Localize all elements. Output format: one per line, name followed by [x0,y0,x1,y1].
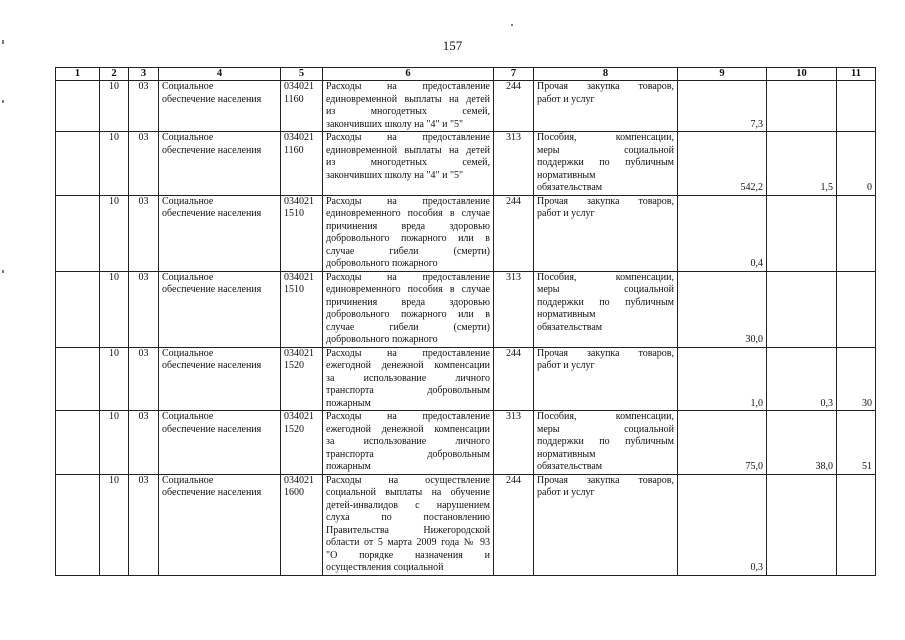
cell-col-8 [534,81,678,132]
cell-line: 034021 [284,474,314,486]
scan-mark [2,100,4,103]
cell-col-9: 30,0 [678,271,767,347]
cell-line: единовременного пособия в случае [326,208,490,219]
cell-line: поддержки по публичным [537,436,674,447]
cell-line: обеспечение населения [162,93,262,105]
cell-col-1 [56,474,100,575]
cell-line: причинения вреда здоровью [326,220,490,232]
cell-line: Социальное [162,347,214,359]
scan-mark [2,270,4,273]
cell-line: случае гибели (смерти) [326,245,490,257]
cell-line: 034021 [284,411,314,422]
cell-col-1 [56,271,100,347]
cell-col-1 [56,347,100,411]
cell-col-5 [281,474,323,575]
cell-line: работ и услуг [537,93,595,105]
cell-col-5 [281,195,323,271]
cell-line: из многодетных семей, [326,157,490,168]
cell-line: нормативным [537,169,596,181]
cell-line: 1510 [284,284,304,295]
scan-mark [511,24,513,26]
cell-col-3: 03 [129,81,159,132]
cell-col-4 [159,271,281,347]
cell-line: 034021 [284,347,314,359]
cell-col-11 [837,81,876,132]
cell-line: обязательствам [537,321,603,333]
cell-line: Социальное [162,132,214,143]
cell-col-4 [159,195,281,271]
cell-line: Расходы на предоставление [326,132,490,143]
cell-line: нормативным [537,309,596,320]
cell-col-8 [534,195,678,271]
cell-line: 1160 [284,144,304,156]
cell-col-5 [281,411,323,475]
cell-line: меры социальной [537,423,674,435]
cell-line: Социальное [162,195,214,207]
cell-col-2: 10 [100,271,129,347]
cell-line: закончивших школу на "4" и "5" [326,169,464,181]
column-header: 11 [837,68,876,81]
cell-line: работ и услуг [537,487,595,498]
cell-line: пожарным [326,397,371,409]
table-body [56,81,876,576]
cell-col-2: 10 [100,81,129,132]
cell-col-4 [159,474,281,575]
cell-line: поддержки по публичным [537,296,674,308]
cell-col-9: 75,0 [678,411,767,475]
cell-line: 1520 [284,423,304,435]
cell-line: пожарным [326,461,371,472]
cell-line: Расходы на предоставление [326,195,490,207]
cell-col-3: 03 [129,195,159,271]
cell-col-3: 03 [129,347,159,411]
cell-line: меры социальной [537,144,674,156]
cell-line: Правительства Нижегородской [326,524,490,536]
cell-line: Расходы на предоставление [326,347,490,359]
cell-line: транспорта добровольным [326,448,490,460]
cell-col-11 [837,195,876,271]
cell-line: единовременной выплаты на детей [326,93,490,105]
table-row [56,347,876,411]
column-header: 1 [56,68,100,81]
cell-col-10 [767,271,837,347]
cell-col-10: 0,3 [767,347,837,411]
cell-line: причинения вреда здоровью [326,296,490,308]
cell-col-5 [281,132,323,196]
cell-line: 034021 [284,271,314,283]
table-row [56,132,876,196]
cell-col-6 [323,132,494,196]
cell-col-10 [767,474,837,575]
cell-line: Расходы на предоставление [326,81,490,92]
cell-line: добровольного пожарного [326,334,438,345]
cell-col-11: 51 [837,411,876,475]
column-header: 9 [678,68,767,81]
column-header: 5 [281,68,323,81]
cell-col-2: 10 [100,347,129,411]
cell-col-6 [323,347,494,411]
table-row [56,271,876,347]
cell-line: обеспечение населения [162,208,262,219]
cell-col-10: 38,0 [767,411,837,475]
cell-line: области от 5 марта 2009 года № 93 [326,537,490,548]
cell-line: Пособия, компенсации, [537,132,674,143]
cell-line: 1600 [284,487,304,498]
cell-col-9: 542,2 [678,132,767,196]
cell-col-9: 0,4 [678,195,767,271]
cell-col-8 [534,271,678,347]
cell-line: 034021 [284,81,314,92]
cell-col-10: 1,5 [767,132,837,196]
cell-col-2: 10 [100,474,129,575]
cell-col-2: 10 [100,411,129,475]
cell-col-6 [323,81,494,132]
cell-line: единовременного пособия в случае [326,284,490,295]
cell-col-7: 244 [494,474,534,575]
cell-line: слуха по постановлению [326,512,490,523]
cell-line: обязательствам [537,182,603,193]
cell-col-1 [56,132,100,196]
cell-col-8 [534,411,678,475]
cell-line: работ и услуг [537,360,595,371]
cell-line: обеспечение населения [162,144,262,156]
cell-line: Пособия, компенсации, [537,411,674,422]
cell-line: транспорта добровольным [326,385,490,396]
cell-line: Расходы на предоставление [326,411,490,422]
table-row [56,81,876,132]
cell-col-5 [281,81,323,132]
cell-col-3: 03 [129,474,159,575]
cell-line: детей-инвалидов с нарушением [326,499,490,511]
column-header: 6 [323,68,494,81]
column-header: 4 [159,68,281,81]
cell-col-9: 1,0 [678,347,767,411]
cell-line: добровольного пожарного или в [326,233,490,244]
cell-col-6 [323,271,494,347]
cell-line: Прочая закупка товаров, [537,195,674,207]
cell-col-7: 244 [494,347,534,411]
cell-col-11: 0 [837,132,876,196]
cell-line: Расходы на предоставление [326,271,490,283]
cell-col-4 [159,411,281,475]
column-header: 3 [129,68,159,81]
cell-col-11 [837,474,876,575]
cell-line: ежегодной денежной компенсации [326,360,490,371]
column-header: 8 [534,68,678,81]
cell-line: обеспечение населения [162,423,262,435]
cell-line: 034021 [284,132,314,143]
cell-line: поддержки по публичным [537,157,674,168]
cell-col-8 [534,474,678,575]
cell-col-8 [534,347,678,411]
cell-col-7: 313 [494,411,534,475]
table-row [56,411,876,475]
cell-col-10 [767,195,837,271]
cell-line: 1520 [284,360,304,371]
cell-line: осуществления социальной [326,562,444,573]
cell-col-6 [323,411,494,475]
cell-line: Пособия, компенсации, [537,271,674,283]
cell-col-3: 03 [129,132,159,196]
cell-col-7: 244 [494,81,534,132]
cell-col-9: 0,3 [678,474,767,575]
cell-col-3: 03 [129,271,159,347]
column-header-row [56,68,876,81]
cell-line: "О порядке назначения и [326,549,490,561]
cell-line: Социальное [162,411,214,422]
cell-line: обеспечение населения [162,360,262,371]
cell-line: за использование личного [326,436,490,447]
cell-col-5 [281,347,323,411]
cell-line: нормативным [537,448,596,460]
cell-line: Расходы на осуществление [326,474,490,486]
cell-line: 034021 [284,195,314,207]
cell-col-5 [281,271,323,347]
cell-line: добровольного пожарного или в [326,309,490,320]
cell-col-9: 7,3 [678,81,767,132]
table-row [56,474,876,575]
cell-col-10 [767,81,837,132]
cell-line: Социальное [162,474,214,486]
cell-line: за использование личного [326,372,490,384]
cell-line: обеспечение населения [162,487,262,498]
cell-line: Прочая закупка товаров, [537,474,674,486]
cell-line: из многодетных семей, [326,106,490,117]
cell-line: 1510 [284,208,304,219]
cell-col-1 [56,411,100,475]
column-header: 10 [767,68,837,81]
cell-col-11 [837,271,876,347]
cell-line: Прочая закупка товаров, [537,81,674,92]
cell-line: закончивших школу на "4" и "5" [326,118,464,130]
cell-line: 1160 [284,93,304,105]
cell-col-7: 313 [494,271,534,347]
cell-col-1 [56,195,100,271]
cell-line: случае гибели (смерти) [326,321,490,333]
cell-col-2: 10 [100,132,129,196]
column-header: 2 [100,68,129,81]
cell-line: Прочая закупка товаров, [537,347,674,359]
cell-line: обеспечение населения [162,284,262,295]
cell-col-4 [159,132,281,196]
cell-col-3: 03 [129,411,159,475]
cell-col-7: 313 [494,132,534,196]
cell-line: социальной выплаты на обучение [326,487,490,498]
cell-line: меры социальной [537,284,674,295]
cell-line: обязательствам [537,461,603,472]
cell-col-4 [159,347,281,411]
cell-line: добровольного пожарного [326,258,438,269]
cell-col-2: 10 [100,195,129,271]
column-header: 7 [494,68,534,81]
cell-line: работ и услуг [537,208,595,219]
cell-col-4 [159,81,281,132]
page-number: 157 [442,38,463,53]
cell-col-1 [56,81,100,132]
cell-col-6 [323,195,494,271]
cell-line: ежегодной денежной компенсации [326,423,490,435]
table-row [56,195,876,271]
cell-line: единовременной выплаты на детей [326,144,490,156]
cell-line: Социальное [162,81,214,92]
cell-col-11: 30 [837,347,876,411]
budget-table [55,67,876,576]
cell-col-7: 244 [494,195,534,271]
cell-line: Социальное [162,271,214,283]
cell-col-8 [534,132,678,196]
cell-col-6 [323,474,494,575]
